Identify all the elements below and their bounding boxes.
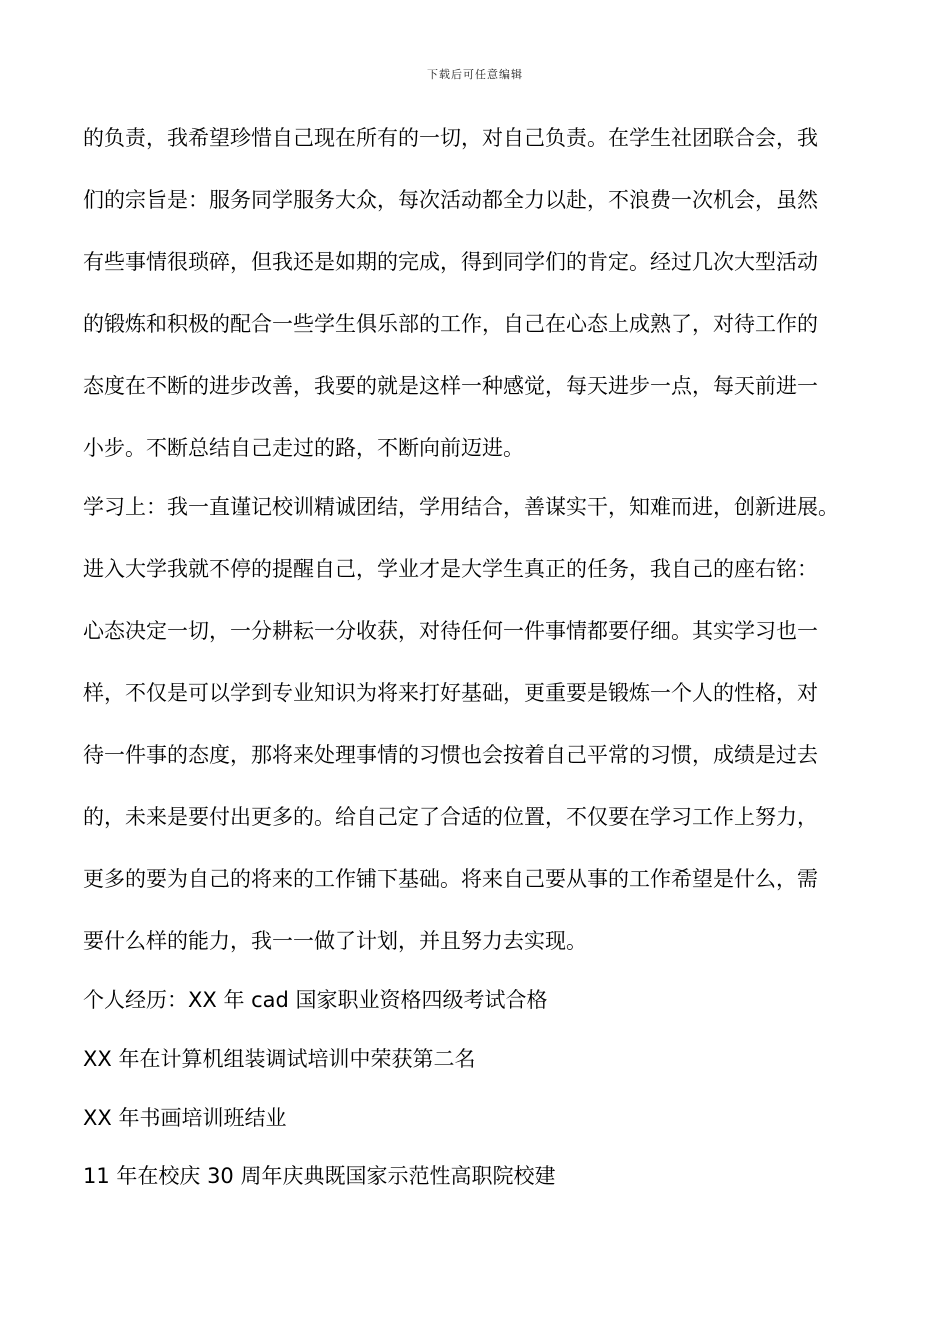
text-line: 更多的要为自己的将来的工作铺下基础。将来自己要从事的工作希望是什么，需 bbox=[83, 867, 818, 891]
text-line: 们的宗旨是：服务同学服务大众，每次活动都全力以赴，不浪费一次机会，虽然 bbox=[83, 188, 818, 212]
page-header-note: 下载后可任意编辑 bbox=[427, 68, 523, 81]
text-line: 的锻炼和积极的配合一些学生俱乐部的工作，自己在心态上成熟了，对待工作的 bbox=[83, 312, 818, 336]
text-line: 待一件事的态度，那将来处理事情的习惯也会按着自己平常的习惯，成绩是过去 bbox=[83, 743, 818, 767]
text-line: 个人经历：XX 年 cad 国家职业资格四级考试合格 bbox=[83, 988, 548, 1012]
text-line: 小步。不断总结自己走过的路，不断向前迈进。 bbox=[83, 436, 524, 460]
text-line: 有些事情很琐碎，但我还是如期的完成，得到同学们的肯定。经过几次大型活动 bbox=[83, 250, 818, 274]
text-line: 要什么样的能力，我一一做了计划，并且努力去实现。 bbox=[83, 929, 587, 953]
text-line: 态度在不断的进步改善，我要的就是这样一种感觉，每天进步一点，每天前进一 bbox=[83, 374, 818, 398]
text-line: 的，未来是要付出更多的。给自己定了合适的位置，不仅要在学习工作上努力， bbox=[83, 805, 818, 829]
text-line: XX 年书画培训班结业 bbox=[83, 1106, 287, 1130]
text-line: 学习上：我一直谨记校训精诚团结，学用结合，善谋实干，知难而进，创新进展。 bbox=[83, 495, 839, 519]
text-line: 的负责，我希望珍惜自己现在所有的一切，对自己负责。在学生社团联合会，我 bbox=[83, 126, 818, 150]
text-line: 样，不仅是可以学到专业知识为将来打好基础，更重要是锻炼一个人的性格，对 bbox=[83, 681, 818, 705]
text-line: 11 年在校庆 30 周年庆典既国家示范性高职院校建 bbox=[83, 1164, 556, 1188]
text-line: 进入大学我就不停的提醒自己，学业才是大学生真正的任务，我自己的座右铭： bbox=[83, 557, 818, 581]
text-line: 心态决定一切，一分耕耘一分收获，对待任何一件事情都要仔细。其实学习也一 bbox=[83, 619, 818, 643]
text-line: XX 年在计算机组装调试培训中荣获第二名 bbox=[83, 1047, 476, 1071]
